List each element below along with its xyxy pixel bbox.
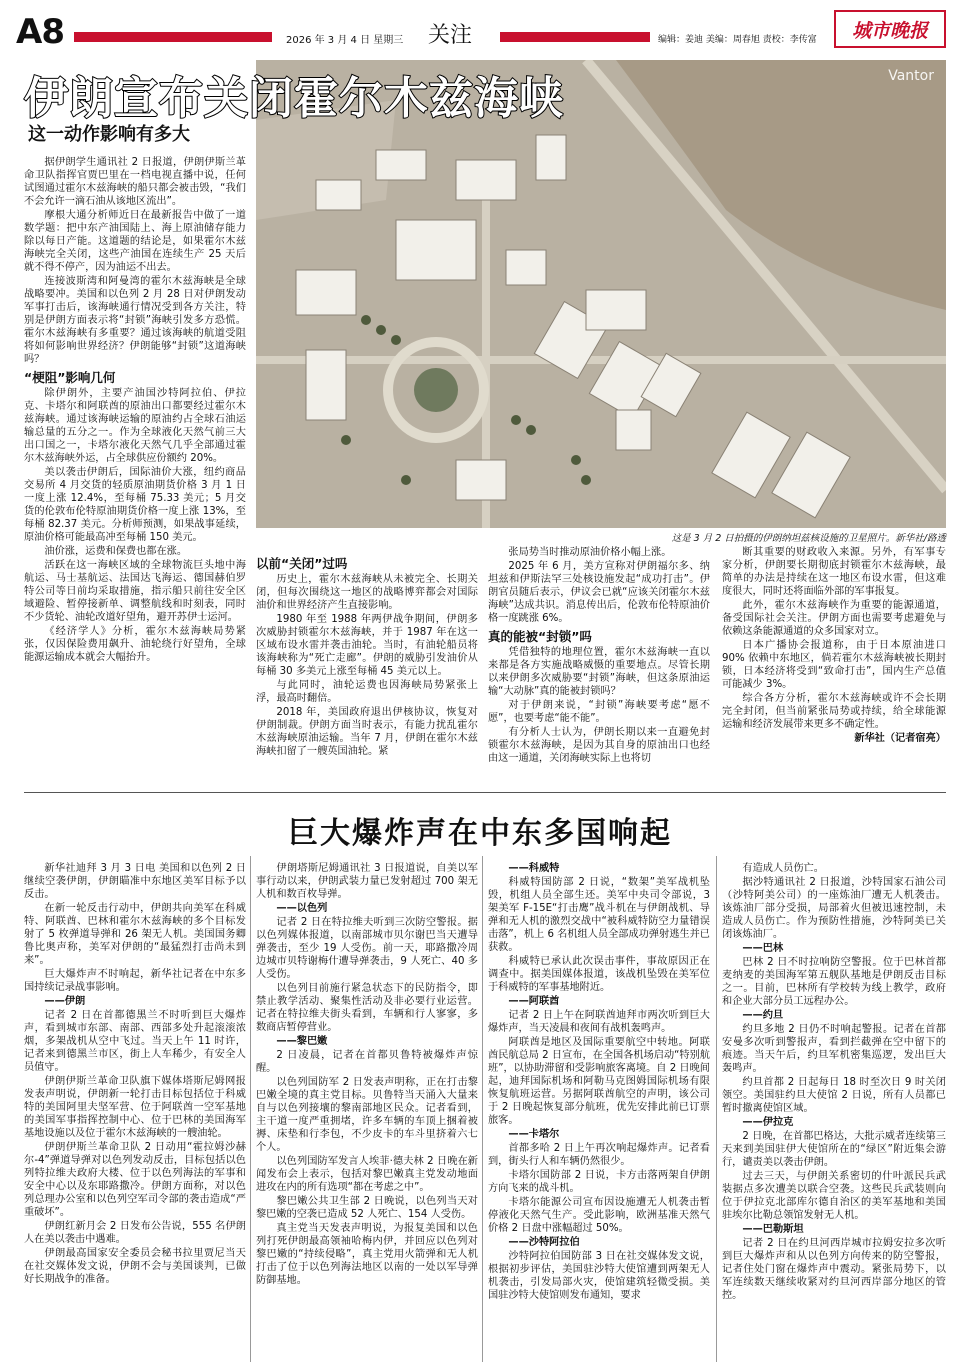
photo-caption: 这是 3 月 2 日拍摄的伊朗纳坦兹核设施的卫星照片。新华社/路透 bbox=[671, 533, 946, 544]
paragraph: 2025 年 6 月，美方宣称对伊朗福尔多、纳坦兹和伊斯法罕三处核设施发起“成功打击”。伊朗官员随后表示，伊议会已就“应该关闭霍尔木兹海峡”达成共识。消息传出后，伦敦布伦特原油价格一度跳涨 6%。 bbox=[488, 561, 710, 624]
column-rule bbox=[250, 856, 251, 1362]
story2-headline: 巨大爆炸声在中东多国响起 bbox=[288, 816, 672, 851]
paragraph: 约旦多地 2 日仍不时响起警报。记者在首都安曼多次听到警报声，看到拦截弹在空中留下的痕迹。当天午后，约旦军机密集巡逻，发出巨大轰鸣声。 bbox=[722, 1024, 946, 1074]
story2-column-2 bbox=[256, 862, 478, 1362]
paragraph: 记者 2 日上午在阿联酋迪拜市两次听到巨大爆炸声，当天凌晨和夜间有战机轰鸣声。 bbox=[488, 1010, 710, 1034]
paragraph: 以色列国防军发言人埃菲·德夫林 2 日晚在新闻发布会上表示，包括对黎巴嫩真主党发动地面进攻在内的所有选项“都在考虑之中”。 bbox=[256, 1156, 478, 1193]
page-number: A8 bbox=[16, 12, 64, 52]
story2-col1-paras bbox=[24, 862, 246, 994]
paragraph: 伊朗伊斯兰革命卫队 2 日动用“霍拉姆沙赫尔-4”弹道导弹对以色列发动反击，目标包括以色列特拉维夫政府大楼、位于以色列海法的军事和安全中心以及东耶路撒冷。伊朗方面称，对以色列总理办公室和以色列空军司令部的袭击造成“严重破坏”。 bbox=[24, 1142, 246, 1218]
paragraph: 美以袭击伊朗后，国际油价大涨，纽约商品交易所 4 月交货的轻质原油期货价格 3 月 1 日一度上涨 12.4%，至每桶 75.33 美元；5 月交货的伦敦布伦特原油期货价格一度上涨 13%，至每桶 82.37 美元。分析师预测，如果战事延续，原油价格可能最高冲至每桶 150 美元。 bbox=[24, 467, 246, 543]
story1-col3-paras bbox=[488, 546, 710, 625]
story2-col3d-paras bbox=[488, 1250, 710, 1302]
paragraph: 巴林 2 日不时拉响防空警报。位于巴林首都麦纳麦的美国海军第五舰队基地是伊朗反击目标之一。目前，巴林所有学校转为线上教学，政府和企业大部分员工远程办公。 bbox=[722, 957, 946, 1007]
dateline-israel: ——以色列 bbox=[276, 903, 328, 914]
paragraph: 卡塔尔国防部 2 日说，卡方击落两架自伊朗方向飞来的战斗机。 bbox=[488, 1170, 710, 1194]
story1-col1b-paras bbox=[24, 387, 246, 664]
paragraph: 首都多哈 2 日上午再次响起爆炸声。记者看到，街头行人和车辆仍然很少。 bbox=[488, 1143, 710, 1167]
paragraph: 以色列国防军 2 日发表声明称，正在打击黎巴嫩全境的真主党目标。贝鲁特当天涌入大量来自与以色列接壤的黎南部地区民众。记者看到，主干道一度严重拥堵，许多车辆的车顶上捆着被褥、床垫和行李包，不少皮卡的车斗里挤着六七个人。 bbox=[256, 1077, 478, 1153]
story1-column-2 bbox=[256, 552, 478, 788]
story1-col2-paras bbox=[256, 573, 478, 758]
story2-col4e-paras bbox=[722, 1237, 946, 1302]
paragraph: 张局势当时推动原油价格小幅上涨。 bbox=[508, 547, 672, 558]
paragraph: 科威特国防部 2 日说，“数架”美军战机坠毁，机组人员全部生还。美军中央司令部说，3 架美军 F-15E“打击鹰”战斗机在与伊朗战机、导弹和无人机的激烈交战中“被科威特防空力量错误击落”，机上 6 名机组人员全部成功弹射逃生并已获救。 bbox=[488, 877, 710, 953]
issue-date: 2026 年 3 月 4 日 星期三 bbox=[286, 35, 404, 46]
dateline-uae: ——阿联酋 bbox=[508, 996, 560, 1007]
story1-column-3 bbox=[488, 546, 710, 788]
paragraph: 卡塔尔能源公司宣布因设施遭无人机袭击暂停液化天然气生产。受此影响，欧洲基准天然气价格 2 日盘中涨幅超过 50%。 bbox=[488, 1197, 710, 1234]
paragraph: 巨大爆炸声不时响起，新华社记者在中东多国持续记录战事影响。 bbox=[24, 969, 246, 993]
paragraph: 油价涨，运费和保费也都在涨。 bbox=[44, 546, 188, 557]
story1-col1-paras bbox=[24, 156, 246, 366]
editor-credits: 编辑：姜迪 美编：周春旭 责校：李传富 bbox=[658, 35, 817, 45]
story1-byline: 新华社（记者宿亮） bbox=[854, 733, 946, 744]
column-rule bbox=[716, 856, 717, 1362]
paragraph: 记者 2 日在特拉维夫听到三次防空警报。据以色列媒体报道，以南部城市贝尔谢巴当天遭导弹袭击，至少 19 人受伤。前一天，耶路撒冷周边城市贝特谢梅什遭导弹袭击，9 人死亡、40 多人受伤。 bbox=[256, 917, 478, 980]
paragraph: 据沙特通讯社 2 日报道，沙特国家石油公司（沙特阿美公司）的一座炼油厂遭无人机袭击。该炼油厂部分受损，局部着火但被迅速控制，未造成人员伤亡。作为预防性措施，沙特阿美已关闭该炼油厂。 bbox=[722, 877, 946, 940]
paragraph: 对于伊朗来说，“封锁”海峡要考虑“愿不愿”，也要考虑“能不能”。 bbox=[488, 700, 710, 724]
dateline-iraq: ——伊拉克 bbox=[742, 1117, 794, 1128]
dateline-qatar: ——卡塔尔 bbox=[508, 1129, 560, 1140]
page-header bbox=[0, 0, 960, 60]
paragraph: 2 日晚，在首都巴格达，大批示威者连续第三天来到美国驻伊大使馆所在的“绿区”附近集会游行，谴责美以袭击伊朗。 bbox=[722, 1131, 946, 1168]
paragraph: 凭借独特的地理位置，霍尔木兹海峡一直以来都是各方实施战略威慑的重要地点。尽管长期以来伊朗多次威胁要“封锁”海峡，但这条原油运输“大动脉”真的能被封锁吗？ bbox=[488, 647, 710, 697]
story1-headline: 伊朗宣布关闭霍尔木兹海峡 bbox=[24, 73, 564, 124]
paragraph: 综合各方分析，霍尔木兹海峡或许不会长期完全封闭，但当前紧张局势或持续，给全球能源运输和经济发展带来更多不确定性。 bbox=[722, 693, 946, 730]
newspaper-logo: 城市晚报 bbox=[834, 10, 946, 48]
paragraph: 记者 2 日在约旦河西岸城市拉姆安拉多次听到巨大爆炸声和从以色列方向传来的防空警报，记者住处门窗在爆炸声中震动。紧张局势下，以军连续数天继续收紧对约旦河西岸部分地区的管控。 bbox=[722, 1238, 946, 1301]
dateline-jordan: ——约旦 bbox=[742, 1010, 784, 1021]
paragraph: 断其重要的财政收入来源。另外，有军事专家分析，伊朗要长期彻底封锁霍尔木兹海峡，最简单的办法是持续在这一地区布设水雷，但这难度很大，同时还将面临外部的军事报复。 bbox=[722, 547, 946, 597]
satellite-photo bbox=[256, 60, 946, 528]
story2-column-3 bbox=[488, 862, 710, 1362]
subhead-closed-before: 以前“关闭”过吗 bbox=[256, 556, 348, 571]
story1-col4-paras bbox=[722, 546, 946, 731]
paragraph: 伊朗最高国家安全委员会秘书拉里贾尼当天在社交媒体发文说，伊朗不会与美国谈判，已做好长期战争的准备。 bbox=[24, 1248, 246, 1285]
story2-column-1 bbox=[24, 862, 246, 1362]
column-rule bbox=[482, 856, 483, 1362]
story2-col2-paras bbox=[256, 862, 478, 901]
dateline-bahrain: ——巴林 bbox=[742, 943, 784, 954]
header-red-bar bbox=[74, 32, 272, 42]
story2-col2b-paras bbox=[256, 916, 478, 1034]
paragraph: 有造成人员伤亡。 bbox=[742, 863, 824, 874]
section-title: 关注 bbox=[428, 23, 473, 48]
story1-column-4 bbox=[722, 546, 946, 788]
story1-deck: 这一动作影响有多大 bbox=[28, 124, 190, 145]
paragraph: 与此同时，油轮运费也因海峡局势紧张上浮，最高时翻倍。 bbox=[256, 680, 478, 704]
photo-watermark: Vantor bbox=[888, 68, 934, 84]
paragraph: 新华社迪拜 3 月 3 日电 美国和以色列 2 日继续空袭伊朗，伊朗瞄准中东地区美军目标予以反击。 bbox=[24, 863, 246, 900]
paragraph: 活跃在这一海峡区域的全球物流巨头地中海航运、马士基航运、法国达飞海运、德国赫伯罗特公司等日前均采取措施，指示船只前往安全区域避险、暂停接新单、调整航线和时刻表，同时不少货轮、油轮改道好望角，避开苏伊士运河。 bbox=[24, 560, 246, 623]
paragraph: 在新一轮反击行动中，伊朗共向美军在科威特、阿联酋、巴林和霍尔木兹海峡的多个目标发射了 5 枚弹道导弹和 26 架无人机。美国国务卿鲁比奥声称，美军对伊朗的“最猛烈打击尚未到来”。 bbox=[24, 903, 246, 966]
story2-col2c-paras bbox=[256, 1049, 478, 1287]
story-divider bbox=[24, 792, 946, 793]
paragraph: 阿联酋是地区及国际重要航空中转地。阿联酋民航总局 2 日宣布，在全国各机场启动“特别航班”，以协助滞留和受影响旅客离境。自 2 日晚间起，迪拜国际机场和阿勒马克图姆国际机场有限恢复航班运营。另据阿联酋航空的声明，该公司于 2 日晚起恢复部分航班，优先安排此前已订票旅客。 bbox=[488, 1037, 710, 1126]
story2-col3-paras bbox=[488, 876, 710, 994]
story1-column-1 bbox=[24, 156, 246, 786]
subhead-choke: “梗阻”影响几何 bbox=[24, 370, 116, 385]
dateline-lebanon: ——黎巴嫩 bbox=[276, 1036, 328, 1047]
story2-col4d-paras bbox=[722, 1130, 946, 1222]
header-red-bar-right bbox=[500, 32, 650, 42]
paragraph: 科威特已承认此次误击事件，事故原因正在调查中。据美国媒体报道，该战机坠毁在美军位于科威特的军事基地附近。 bbox=[488, 956, 710, 993]
dateline-saudi: ——沙特阿拉伯 bbox=[508, 1237, 580, 1248]
paragraph: 过去三天，与伊朗关系密切的什叶派民兵武装据点多次遭美以联合空袭。这些民兵武装则向位于伊拉克北部库尔德自治区的美军基地和美国驻埃尔比勒总领馆发射无人机。 bbox=[722, 1171, 946, 1221]
paragraph: 2 日凌晨，记者在首都贝鲁特被爆炸声惊醒。 bbox=[256, 1050, 478, 1074]
subhead-blockade: 真的能被“封锁”吗 bbox=[488, 629, 592, 644]
paragraph: 1980 年至 1988 年两伊战争期间，伊朗多次威胁封锁霍尔木兹海峡，并于 1987 年在这一区域布设水雷并袭击油轮。当时，有油轮船员将该海峡称为“死亡走廊”。伊朗的威胁引发油价从每桶 30 多美元上涨至每桶 45 美元以上。 bbox=[256, 614, 478, 677]
paragraph: 伊朗伊斯兰革命卫队旗下媒体塔斯尼姆网报发表声明说，伊朗新一轮打击目标包括位于科威特的美国阿里夫坚军营、位于阿联酋一空军基地的美国军事指挥控制中心、位于巴林的美国海军基地设施以及位于霍尔木兹海峡的一艘油轮。 bbox=[24, 1076, 246, 1139]
paragraph: 历史上，霍尔木兹海峡从未被完全、长期关闭，但每次围绕这一地区的战略博弈都会对国际油价和世界经济产生直接影响。 bbox=[256, 574, 478, 611]
dateline-kuwait: ——科威特 bbox=[508, 863, 560, 874]
paragraph: 此外，霍尔木兹海峡作为重要的能源通道，备受国际社会关注。伊朗方面也需要考虑避免与依赖这条能源通道的众多国家对立。 bbox=[722, 600, 946, 637]
paragraph: 真主党当天发表声明说，为报复美国和以色列打死伊朗最高领袖哈梅内伊，并回应以色列对黎巴嫩的“持续侵略”，真主党用火箭弹和无人机打击了位于以色列海法地区以南的一处以军导弹防御基地。 bbox=[256, 1223, 478, 1286]
story2-column-4 bbox=[722, 862, 946, 1362]
story2-col1b-paras bbox=[24, 1009, 246, 1286]
paragraph: 除伊朗外，主要产油国沙特阿拉伯、伊拉克、卡塔尔和阿联酋的原油出口都要经过霍尔木兹海峡。通过该海峡运输的原油约占全球石油运输总量的五分之一。作为全球液化天然气前三大出口国之一，卡塔尔液化天然气几乎全部通过霍尔木兹海峡外运，占全球供应份额约 20%。 bbox=[24, 388, 246, 464]
dateline-iran: ——伊朗 bbox=[44, 996, 86, 1007]
story2-col3b-paras bbox=[488, 1009, 710, 1127]
story2-col4-paras bbox=[722, 862, 946, 941]
story2-col4c-paras bbox=[722, 1023, 946, 1115]
paragraph: 有分析人士认为，伊朗长期以来一直避免封锁霍尔木兹海峡，是因为其自身的原油出口也经由这一通道，关闭海峡实际上也将切 bbox=[488, 727, 710, 764]
dateline-palestine: ——巴勒斯坦 bbox=[742, 1224, 804, 1235]
paragraph: 连接波斯湾和阿曼湾的霍尔木兹海峡是全球战略要冲。美国和以色列 2 月 28 日对伊朗发动军事打击后，该海峡通行情况受到各方关注，特别是伊朗方面表示将“封锁”海峡引发多方恐慌。霍尔木兹海峡有多重要？通过该海峡的航道受阻将如何影响世界经济？伊朗能够“封锁”这道海峡吗？ bbox=[24, 276, 246, 365]
paragraph: 伊朗红新月会 2 日发布公告说，555 名伊朗人在美以袭击中遇难。 bbox=[24, 1221, 246, 1245]
story2-col3c-paras bbox=[488, 1142, 710, 1235]
paragraph: 《经济学人》分析，霍尔木兹海峡局势紧张，仅因保险费用飙升、油轮绕行好望角，全球能源运输成本就会大幅抬升。 bbox=[24, 626, 246, 663]
story1-col3b-paras bbox=[488, 646, 710, 765]
paragraph: 记者 2 日在首都德黑兰不时听到巨大爆炸声，看到城市东部、南部、西部多处升起滚滚浓烟，多架战机从空中飞过。当天上午 11 时许，记者来到德黑兰市区，街上人车稀少，有安全人员值守。 bbox=[24, 1010, 246, 1073]
paragraph: 摩根大通分析师近日在最新报告中做了一道数学题：把中东产油国陆上、海上原油储存能力除以每日产能。这道题的结论是，如果霍尔木兹海峡完全关闭，这些产油国在连续生产 25 天后就不得不停产，因为油运不出去。 bbox=[24, 210, 246, 273]
paragraph: 黎巴嫩公共卫生部 2 日晚说，以色列当天对黎巴嫩的空袭已造成 52 人死亡、154 人受伤。 bbox=[256, 1196, 478, 1220]
story2-col4b-paras bbox=[722, 956, 946, 1008]
paragraph: 伊朗塔斯尼姆通讯社 3 日报道说，自美以军事行动以来，伊朗武装力量已发射超过 700 架无人机和数百枚导弹。 bbox=[256, 863, 478, 900]
paragraph: 以色列目前施行紧急状态下的民防指令，即禁止教学活动、聚集性活动及非必要行业运营。记者在特拉维夫街头看到，车辆和行人寥寥，多数商店暂停营业。 bbox=[256, 983, 478, 1033]
paragraph: 日本广播协会报道称，由于日本原油进口 90% 依赖中东地区，倘若霍尔木兹海峡被长期封锁，日本经济将受到“致命打击”，国内生产总值可能减少 3%。 bbox=[722, 640, 946, 690]
paragraph: 约旦首都 2 日起每日 18 时至次日 9 时关闭领空。美国驻约旦大使馆 2 日说，所有人员都已暂时撤离使馆区域。 bbox=[722, 1077, 946, 1114]
paragraph: 2018 年，美国政府退出伊核协议，恢复对伊朗制裁。伊朗方面当时表示，有能力扰乱霍尔木兹海峡原油运输。当年 7 月，伊朗在霍尔木兹海峡扣留了一艘英国油轮。紧 bbox=[256, 707, 478, 757]
paragraph: 据伊朗学生通讯社 2 日报道，伊朗伊斯兰革命卫队指挥官贾巴里在一档电视直播中说，任何试图通过霍尔木兹海峡的船只都会被击毁，“我们不会允许一滴石油从该地区流出”。 bbox=[24, 157, 246, 207]
paragraph: 沙特阿拉伯国防部 3 日在社交媒体发文说，根据初步评估，美国驻沙特大使馆遭到两架无人机袭击，引发局部火灾，使馆建筑轻微受损。美国驻沙特大使馆则发布通知，要求 bbox=[488, 1251, 710, 1301]
